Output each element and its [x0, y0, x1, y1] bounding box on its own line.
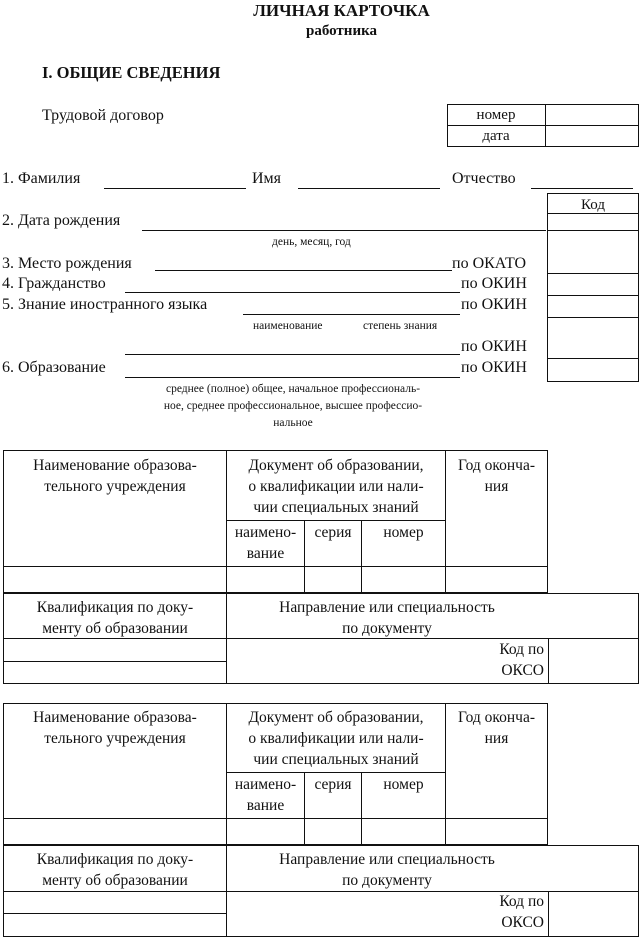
okin-label-education: по ОКИН — [461, 359, 527, 376]
code-div-4 — [547, 295, 639, 296]
contract-date-label: дата — [482, 128, 510, 144]
education-field[interactable] — [125, 377, 460, 378]
code-column — [547, 193, 639, 382]
edu1-h4 — [3, 661, 227, 662]
patronymic-label: Отчество — [452, 170, 516, 187]
edu2-h2 — [3, 818, 548, 819]
code-div-1 — [547, 213, 639, 214]
birth-date-label: 2. Дата рождения — [2, 212, 121, 229]
language-field[interactable] — [243, 314, 460, 315]
code-div-2 — [547, 230, 639, 231]
edu2-qualification-header: Квалификация по доку- менту об образовании — [36, 851, 194, 889]
edu2-v6 — [548, 891, 549, 937]
surname-field[interactable] — [104, 188, 246, 189]
edu2-direction-header: Направление или специальность по документу — [279, 851, 495, 889]
patronymic-field[interactable] — [531, 188, 633, 189]
edu2-okso-label: Код по ОКСО — [499, 893, 544, 931]
edu2-institution-header: Наименование образова- тельного учреждения — [33, 709, 197, 747]
surname-label: 1. Фамилия — [2, 170, 81, 187]
edu1-h2 — [3, 566, 548, 567]
edu2-doc-name-header: наимено- вание — [234, 776, 297, 814]
page-subtitle: работника — [305, 23, 377, 39]
okin-label-citizenship: по ОКИН — [461, 275, 527, 292]
birth-date-hint: день, месяц, год — [272, 236, 351, 248]
edu2-year-header: Год оконча- ния — [457, 709, 536, 747]
language-hint-level: степень знания — [363, 320, 438, 332]
code-header: Код — [581, 197, 605, 213]
edu1-okso-label: Код по ОКСО — [499, 641, 544, 679]
okato-label: по ОКАТО — [452, 255, 527, 272]
birth-date-field[interactable] — [142, 230, 546, 231]
page-title: ЛИЧНАЯ КАРТОЧКА — [253, 1, 430, 20]
education-hint-2: ное, среднее профессиональное, высшее профессио- — [163, 400, 423, 412]
edu2-document-header: Документ об образовании, о квалификации или нали- чии специальных знаний — [248, 709, 424, 768]
contract-divider — [447, 125, 639, 126]
contract-col-divider — [545, 104, 546, 147]
okin-label-language: по ОКИН — [461, 296, 527, 313]
edu2-doc-number-header: номер — [383, 776, 424, 793]
education-hint-3: нальное — [273, 417, 313, 429]
contract-number-label: номер — [476, 107, 516, 123]
okin-label-language-2: по ОКИН — [461, 338, 527, 355]
name-field[interactable] — [298, 188, 440, 189]
edu1-direction-header: Направление или специальность по документу — [279, 599, 495, 637]
edu1-institution-header: Наименование образова- тельного учреждения — [33, 457, 197, 495]
edu2-doc-series-header: серия — [314, 776, 352, 793]
edu1-v6 — [548, 638, 549, 684]
name-label: Имя — [252, 170, 282, 187]
edu1-doc-name-header: наимено- вание — [234, 524, 297, 562]
code-div-6 — [547, 358, 639, 359]
edu2-h1 — [226, 772, 445, 773]
code-div-5 — [547, 317, 639, 318]
contract-label: Трудовой договор — [42, 107, 164, 124]
edu1-h1 — [226, 520, 445, 521]
edu1-doc-series-header: серия — [314, 524, 352, 541]
education-label: 6. Образование — [2, 359, 106, 376]
edu1-qualification-header: Квалификация по доку- менту об образовании — [36, 599, 194, 637]
code-div-3 — [547, 273, 639, 274]
birth-place-field[interactable] — [155, 270, 452, 271]
section-title: I. ОБЩИЕ СВЕДЕНИЯ — [42, 63, 221, 82]
citizenship-field[interactable] — [125, 292, 460, 293]
birth-place-label: 3. Место рождения — [2, 255, 132, 272]
edu2-h4 — [3, 913, 227, 914]
edu1-document-header: Документ об образовании, о квалификации или нали- чии специальных знаний — [248, 457, 424, 516]
contract-date-field[interactable] — [547, 127, 637, 145]
language-label: 5. Знание иностранного языка — [2, 296, 208, 313]
education-hint-1: среднее (полное) общее, начальное профессиональ- — [165, 383, 421, 395]
language-hint-name: наименование — [253, 320, 323, 332]
edu1-year-header: Год оконча- ния — [457, 457, 536, 495]
language-field-2[interactable] — [125, 354, 460, 355]
citizenship-label: 4. Гражданство — [2, 275, 106, 292]
contract-number-field[interactable] — [547, 106, 637, 124]
edu1-doc-number-header: номер — [383, 524, 424, 541]
